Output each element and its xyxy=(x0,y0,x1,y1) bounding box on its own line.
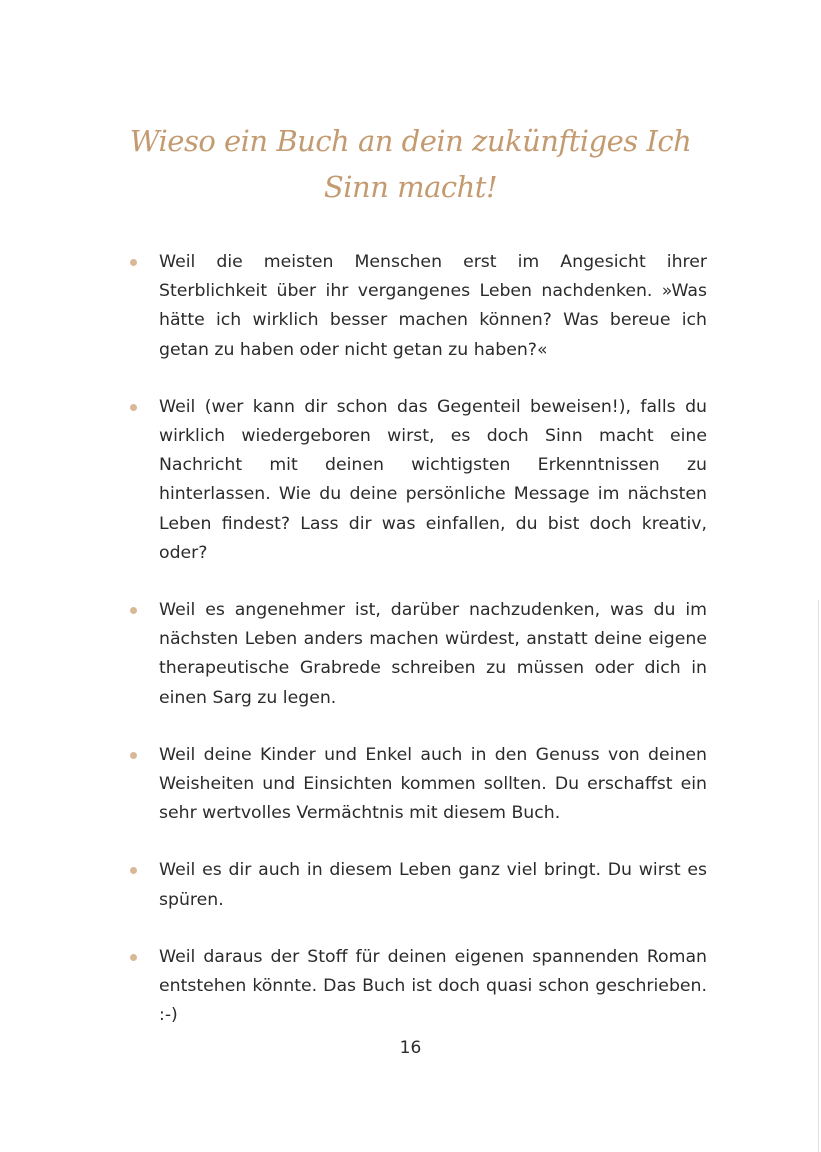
page-title xyxy=(0,118,821,210)
list-item-text: Weil die meisten Menschen erst im Angesicht ihrer Sterblichkeit über ihr vergangenes Leben nachdenken. »Was hätte ich wirklich besser machen können? Was bereue ich getan zu haben oder nicht getan zu haben?« xyxy=(159,252,707,360)
list-item xyxy=(127,741,707,829)
bullet-dot-icon xyxy=(130,867,137,874)
bullet-dot-icon xyxy=(130,404,137,411)
bullet-dot-icon xyxy=(130,259,137,266)
page-title-line-2: Sinn macht! xyxy=(323,170,498,204)
reasons-list xyxy=(127,248,707,1030)
list-item xyxy=(127,943,707,1031)
list-item xyxy=(127,393,707,568)
bullet-dot-icon xyxy=(130,607,137,614)
bullet-dot-icon xyxy=(130,752,137,759)
list-item-text: Weil es dir auch in diesem Leben ganz viel bringt. Du wirst es spüren. xyxy=(159,860,707,910)
list-item xyxy=(127,856,707,914)
list-item-text: Weil daraus der Stoff für deinen eigenen spannenden Roman entstehen könnte. Das Buch ist doch quasi schon geschrieben. :-) xyxy=(159,946,707,1026)
list-item-text: Weil es angenehmer ist, darüber nachzudenken, was du im nächsten Leben anders machen würdest, anstatt deine eigene therapeutische Grabrede schreiben zu müssen oder dich in einen Sarg zu legen. xyxy=(159,600,707,708)
page-edge-divider xyxy=(818,600,819,1152)
list-item-text: Weil deine Kinder und Enkel auch in den Genuss von deinen Weisheiten und Einsichten kommen sollten. Du erschaffst ein sehr wertvolles Vermächtnis mit diesem Buch. xyxy=(159,744,707,824)
list-item xyxy=(127,248,707,365)
bullet-dot-icon xyxy=(130,954,137,961)
page-number: 16 xyxy=(399,1038,422,1058)
list-item-text: Weil (wer kann dir schon das Gegenteil beweisen!), falls du wirklich wiedergeboren wirst, es doch Sinn macht eine Nachricht mit deinen wichtigsten Erkenntnissen zu hinterlassen. Wie du deine persönliche Message im nächsten Leben findest? Lass dir was einfallen, du bist doch kreativ, oder? xyxy=(159,396,707,563)
list-item xyxy=(127,596,707,713)
page-title-line-1: Wieso ein Buch an dein zukünftiges Ich xyxy=(129,124,692,158)
